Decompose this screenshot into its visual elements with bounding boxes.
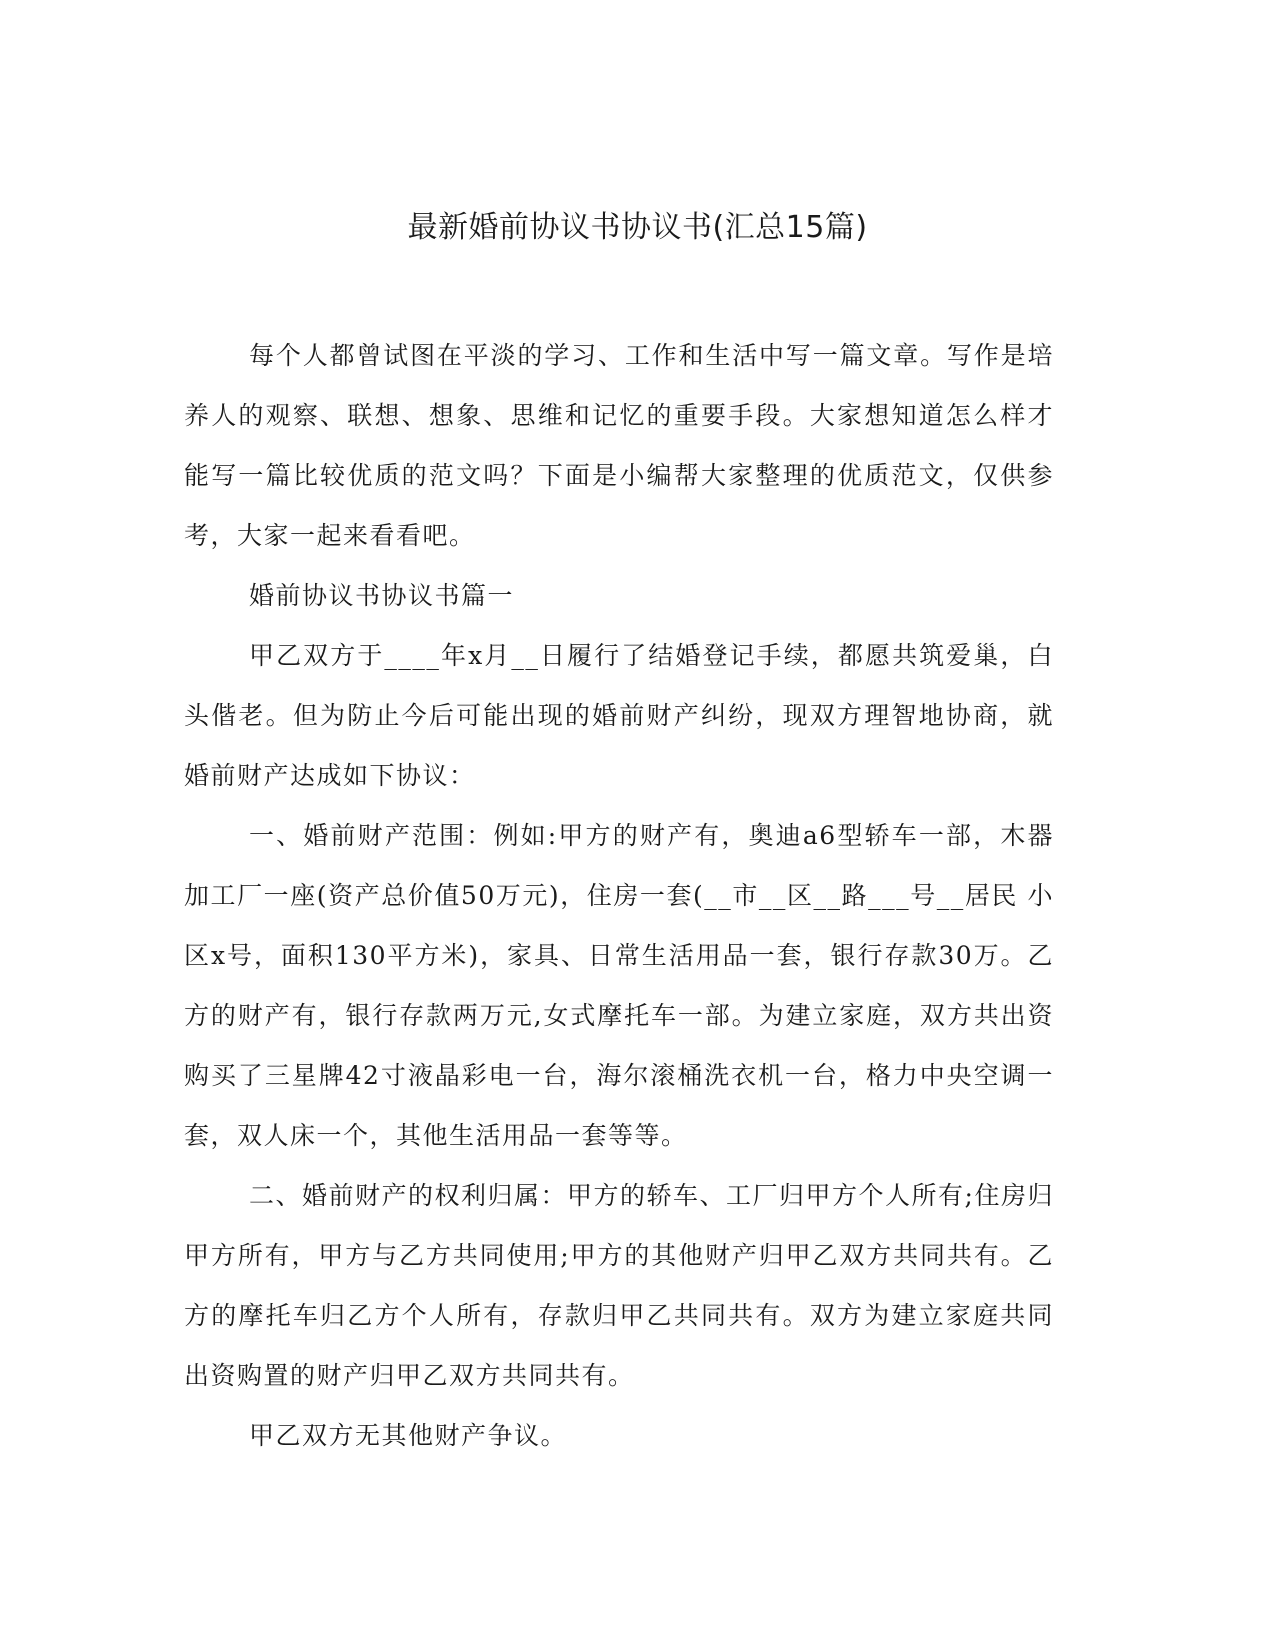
intro-paragraph: 每个人都曾试图在平淡的学习、工作和生活中写一篇文章。写作是培养人的观察、联想、想象、思维和记忆的重要手段。大家想知道怎么样才能写一篇比较优质的范文吗？下面是小编帮大家整理的优质范文，仅供参考，大家一起来看看吧。: [184, 341, 1054, 550]
document-title: 最新婚前协议书协议书(汇总15篇): [407, 210, 868, 245]
no-dispute-paragraph: 甲乙双方无其他财产争议。: [249, 1421, 568, 1450]
document-body: [184, 326, 1054, 1466]
agreement-preamble-paragraph: 甲乙双方于____年x月__日履行了结婚登记手续，都愿共筑爱巢，白头偕老。但为防止今后可能出现的婚前财产纠纷，现双方理智地协商，就婚前财产达成如下协议：: [184, 641, 1054, 790]
section-heading: 婚前协议书协议书篇一: [249, 581, 515, 610]
property-scope-paragraph: 一、婚前财产范围：例如:甲方的财产有，奥迪a6型轿车一部，木器加工厂一座(资产总价值50万元)，住房一套(__市__区__路___号__居民 小区x号，面积130平方米)，家具、日常生活用品一套，银行存款30万。乙方的财产有，银行存款两万元,女式摩托车一部。为建立家庭，双方共出资 购买了三星牌42寸液晶彩电一台，海尔滚桶洗衣机一台，格力中央空调一套，双人床一个，其他生活用品一套等等。: [184, 821, 1054, 1150]
property-ownership-paragraph: 二、婚前财产的权利归属：甲方的轿车、工厂归甲方个人所有;住房归甲方所有，甲方与乙方共同使用;甲方的其他财产归甲乙双方共同共有。乙方的摩托车归乙方个人所有，存款归甲乙共同共有。双方为建立家庭共同出资购置的财产归甲乙双方共同共有。: [184, 1181, 1054, 1390]
